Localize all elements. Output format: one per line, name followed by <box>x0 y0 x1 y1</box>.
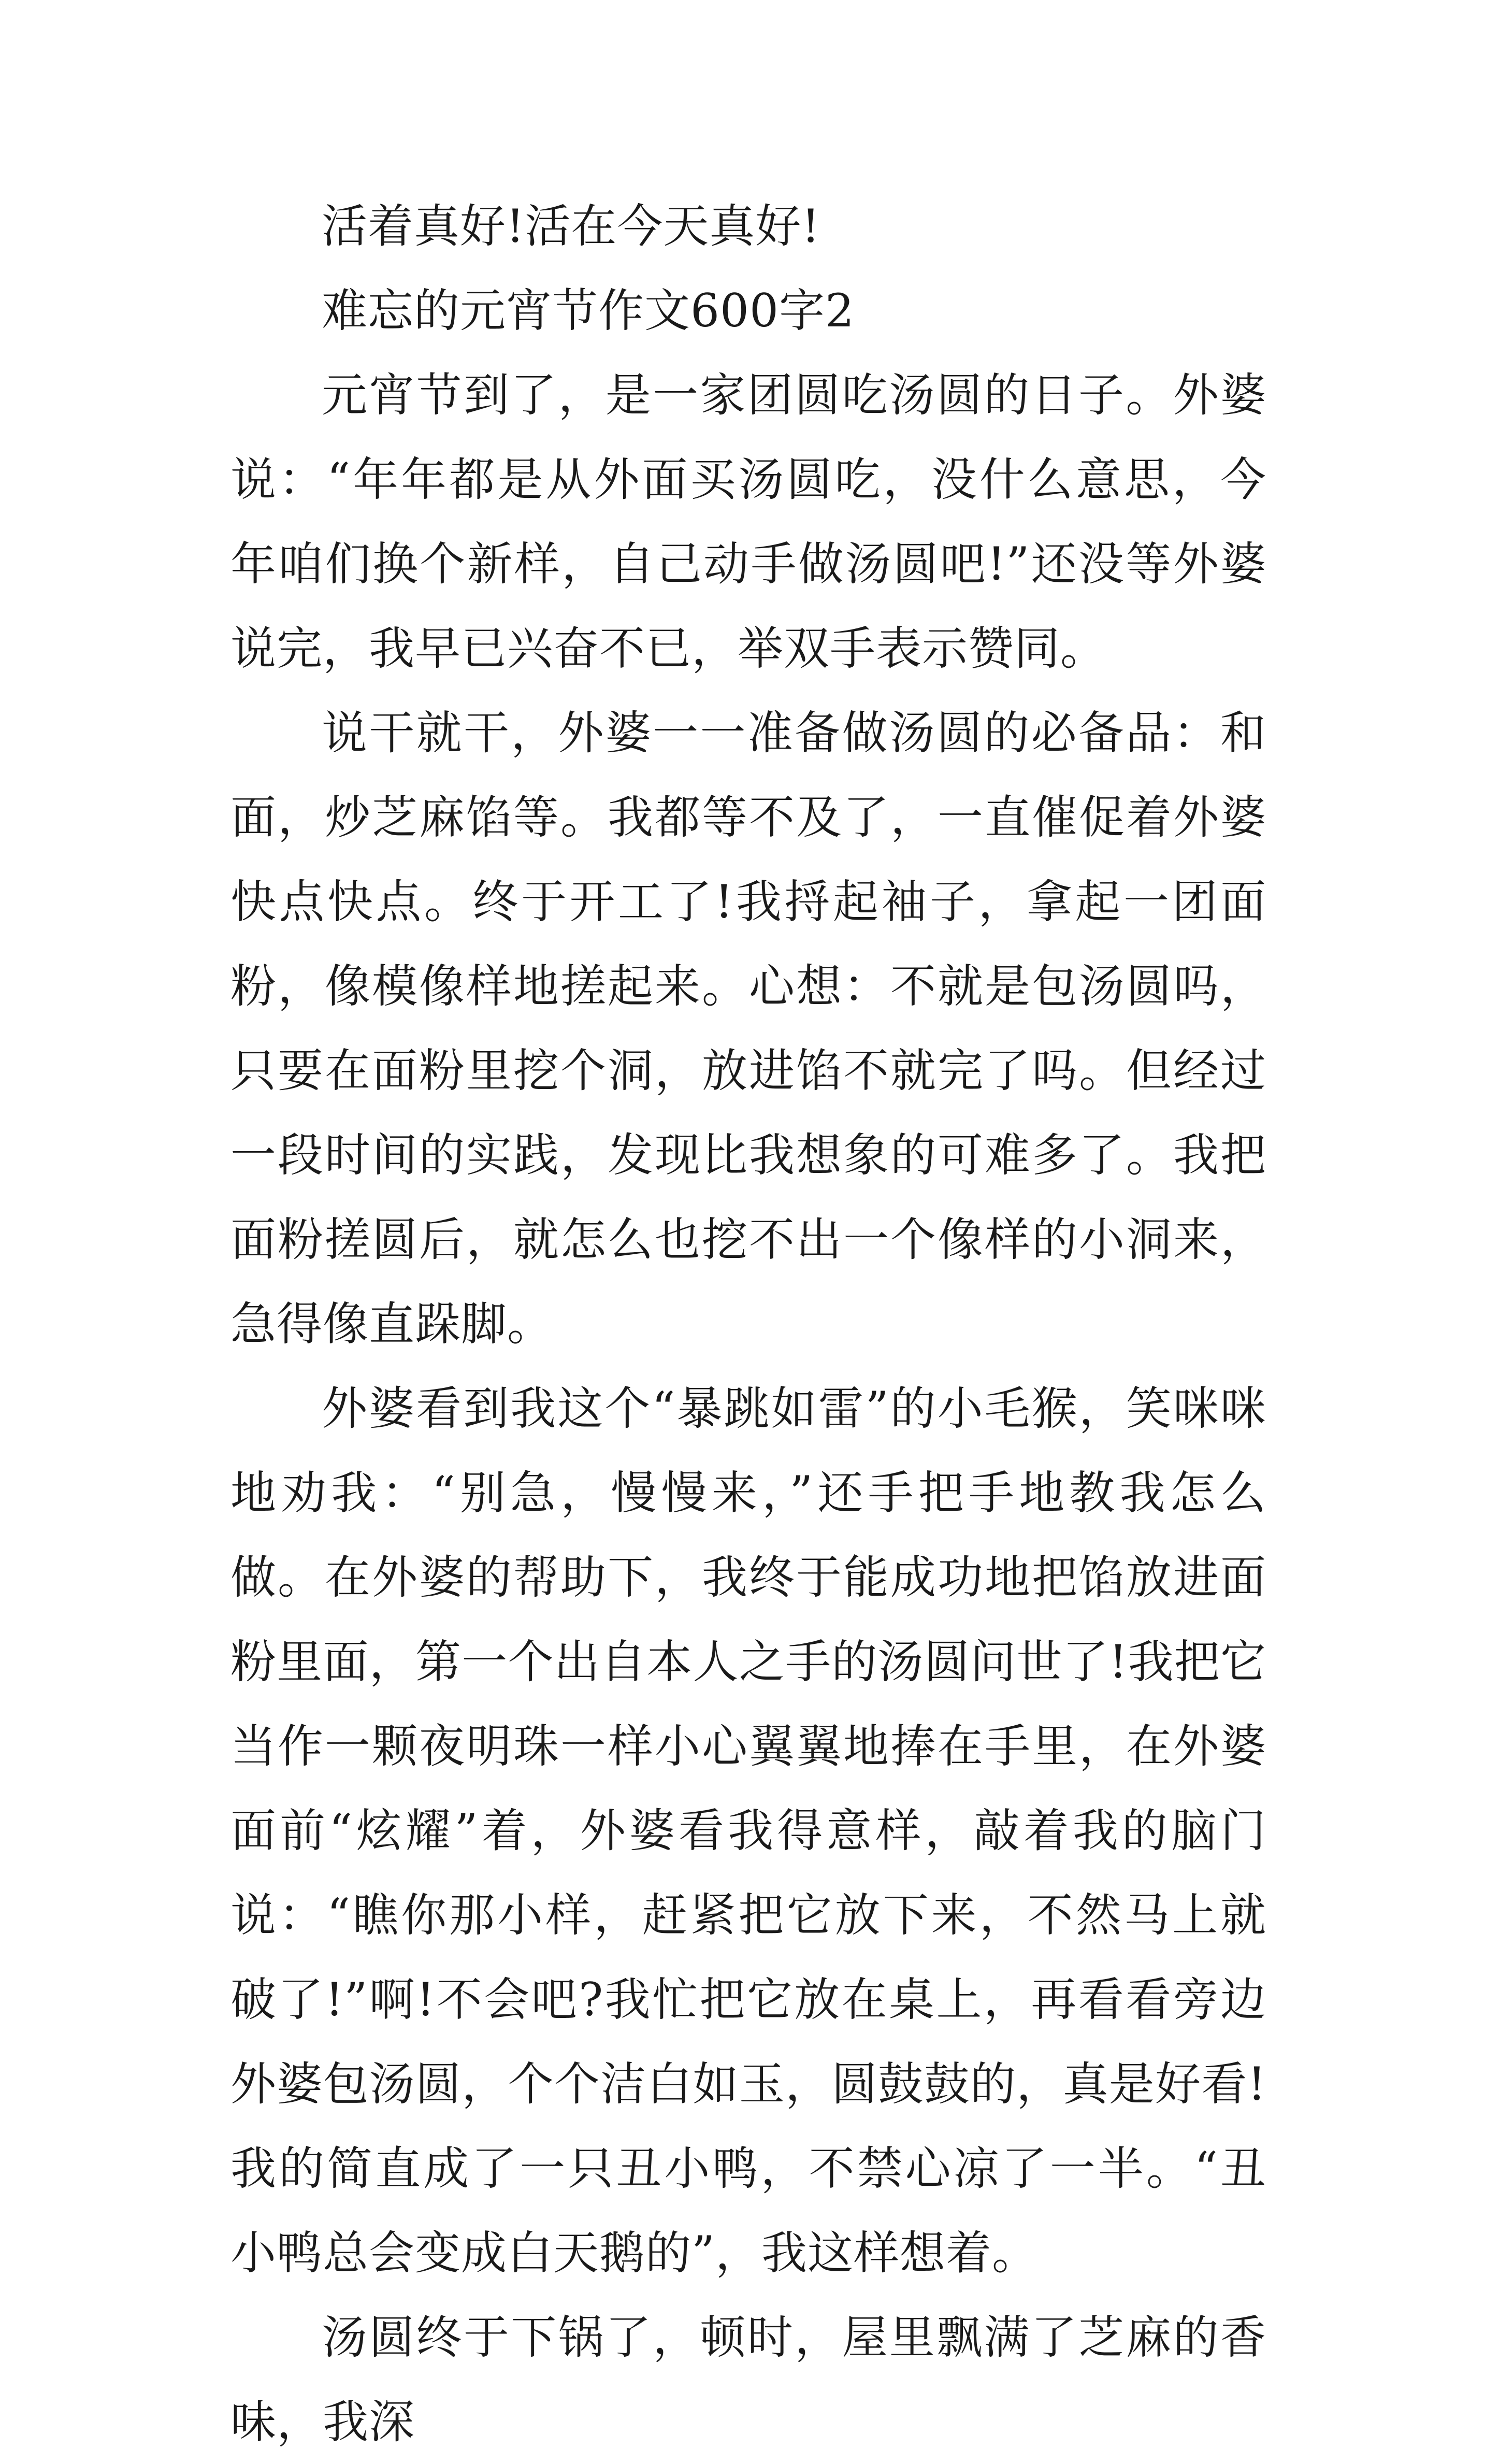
paragraph: 说干就干，外婆一一准备做汤圆的必备品：和面，炒芝麻馅等。我都等不及了，一直催促着外婆快点快点。终于开工了!我捋起袖子，拿起一团面粉，像模像样地搓起来。心想：不就是包汤圆吗，只要在面粉里挖个洞，放进馅不就完了吗。但经过一段时间的实践，发现比我想象的可难多了。我把面粉搓圆后，就怎么也挖不出一个像样的小洞来，急得像直跺脚。 <box>230 706 1266 1351</box>
document-body <box>230 184 1266 2464</box>
paragraph: 元宵节到了，是一家团圆吃汤圆的日子。外婆说：“年年都是从外面买汤圆吃，没什么意思，今年咱们换个新样，自己动手做汤圆吧!”还没等外婆说完，我早已兴奋不已，举双手表示赞同。 <box>230 368 1266 675</box>
paragraph: 活着真好!活在今天真好! <box>322 199 820 253</box>
paragraph: 汤圆终于下锅了，顿时，屋里飘满了芝麻的香味，我深 <box>230 2311 1266 2448</box>
paragraph: 外婆看到我这个“暴跳如雷”的小毛猴，笑咪咪地劝我：“别急，慢慢来，”还手把手地教我怎么做。在外婆的帮助下，我终于能成功地把馅放进面粉里面，第一个出自本人之手的汤圆问世了!我把它当作一颗夜明珠一样小心翼翼地捧在手里，在外婆面前“炫耀”着，外婆看我得意样，敲着我的脑门说：“瞧你那小样，赶紧把它放下来，不然马上就破了!”啊!不会吧?我忙把它放在桌上，再看看旁边外婆包汤圆，个个洁白如玉，圆鼓鼓的，真是好看!我的简直成了一只丑小鸭，不禁心凉了一半。“丑小鸭总会变成白天鹅的”，我这样想着。 <box>230 1382 1266 2280</box>
essay-title: 难忘的元宵节作文600字2 <box>322 284 855 337</box>
